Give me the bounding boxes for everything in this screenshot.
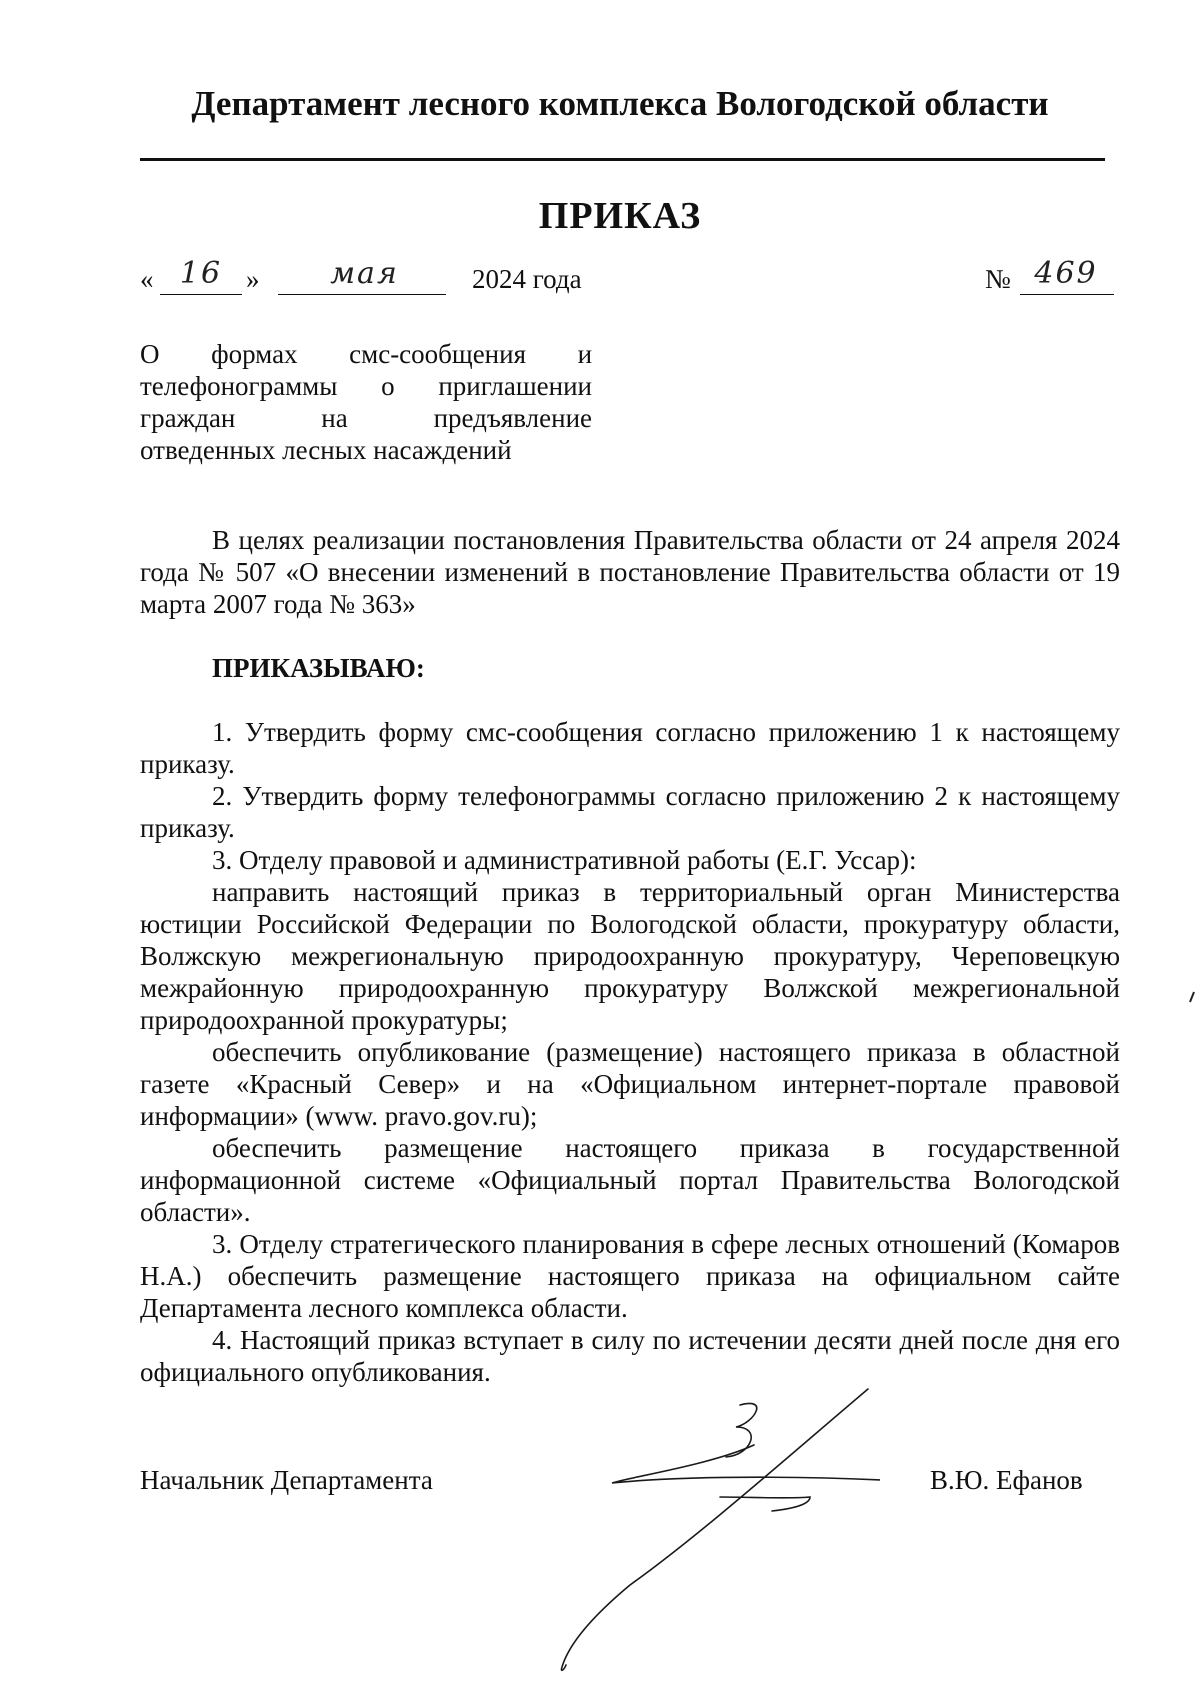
order-item: 1. Утвердить форму смс-сообщения согласно приложению 1 к настоящему приказу. [140, 717, 1120, 779]
signer-name: В.Ю. Ефанов [930, 1465, 1083, 1495]
order-item: 2. Утвердить форму телефонограммы согласно приложению 2 к настоящему приказу. [140, 781, 1120, 843]
handwritten-signature [540, 1385, 880, 1675]
document-body [140, 524, 1120, 1388]
date-day-underline [160, 294, 242, 295]
order-subitem: обеспечить размещение настоящего приказа в государственной информационной системе «Официальный портал Правительства Вологодской области». [140, 1133, 1120, 1227]
subject-block [140, 338, 592, 466]
signer-position: Начальник Департамента [140, 1465, 433, 1495]
order-subitem: направить настоящий приказ в территориальный орган Министерства юстиции Российской Федерации по Вологодской области, прокуратуру области, Волжскую межрегиональную природоохранную прокуратуру, Череповецкую межрайонную природоохранную прокуратуру Волжской межрегиональной природоохранной прокуратуры; [140, 877, 1120, 1035]
subject-line-3: граждан на предъявление [140, 403, 593, 433]
order-item: 4. Настоящий приказ вступает в силу по истечении десяти дней после дня его официального опубликования. [140, 1325, 1120, 1387]
subject-line-1: О формах смс-сообщения и [140, 339, 593, 369]
date-year: 2024 года [472, 264, 582, 294]
order-item: 3. Отделу правовой и административной работы (Е.Г. Уссар): [212, 845, 917, 875]
date-day: 16 [179, 256, 223, 291]
order-word: ПРИКАЗЫВАЮ: [212, 653, 425, 683]
subject-line-4: отведенных лесных насаждений [140, 435, 512, 465]
subject-line-2: телефонограммы о приглашении [140, 371, 593, 401]
preamble-paragraph: В целях реализации постановления Правительства области от 24 апреля 2024 года № 507 «О внесении изменений в постановление Правительства области от 19 марта 2007 года № 363» [140, 525, 1120, 619]
number-label: № [985, 264, 1011, 294]
date-month: мая [330, 256, 399, 291]
date-close-quote: » [246, 264, 260, 294]
order-number: 469 [1034, 256, 1098, 291]
date-month-underline [278, 294, 446, 295]
number-underline [1020, 294, 1114, 295]
date-open-quote: « [140, 264, 154, 294]
order-item: 3. Отделу стратегического планирования в сфере лесных отношений (Комаров Н.А.) обеспечить размещение настоящего приказа на официальном сайте Департамента лесного комплекса области. [140, 1229, 1120, 1323]
order-subitem: обеспечить опубликование (размещение) настоящего приказа в областной газете «Красный Север» и на «Официальном интернет-портале правовой информации» (www. pravo.gov.ru); [140, 1037, 1120, 1131]
scan-mark [1188, 990, 1196, 1006]
organization-header: Департамент лесного комплекса Вологодской области [191, 84, 1049, 123]
document-title: ПРИКАЗ [538, 195, 702, 237]
header-rule [140, 158, 1105, 161]
